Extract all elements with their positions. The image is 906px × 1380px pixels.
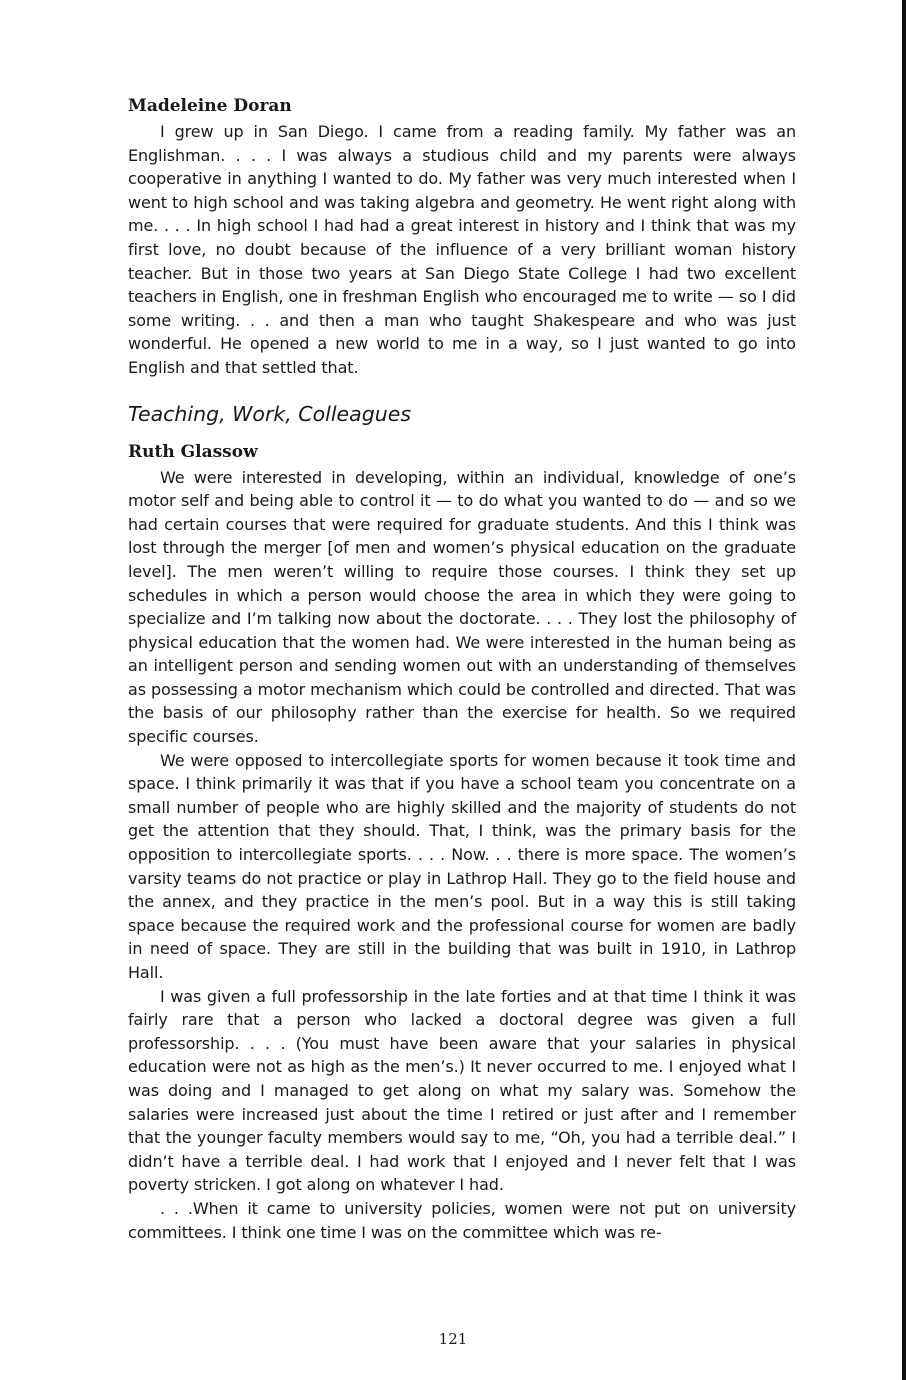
page-number: 121 [438, 1330, 468, 1348]
speaker-name-doran: Madeleine Doran [128, 96, 292, 116]
body-paragraph: . . .When it came to university policies, women were not put on university committees. I think one time I was on the committee which was re- [128, 1198, 796, 1242]
section-heading: Teaching, Work, Colleagues [128, 401, 412, 426]
page-body [128, 94, 796, 1244]
body-paragraph: I grew up in San Diego. I came from a reading family. My father was an Englishman. . . . I was always a studious child and my parents were always cooperative in anything I wanted to do. My father was very much interested when I went to high school and was taking algebra and geometry. He went right along with me. . . . In high school I had had a great interest in history and I think that was my first love, no doubt because of the influence of a very brilliant woman history teacher. But in those two years at San Diego State College I had two excellent teachers in English, one in freshman English who encouraged me to write — so I did some writing. . . and then a man who taught Shakespeare and who was just wonderful. He opened a new world to me in a way, so I just wanted to go into English and that settled that. [128, 122, 796, 377]
body-paragraph: We were interested in developing, within an individual, knowledge of one’s motor self and being able to control it — to do what you wanted to do — and so we had certain courses that were required for graduate students. And this I think was lost through the merger [of men and women’s physical education on the graduate level]. The men weren’t willing to require those courses. I think they set up schedules in which a person would choose the area in which they were going to specialize and I’m talking now about the doctorate. . . . They lost the philosophy of physical education that the women had. We were interested in the human being as an intelligent person and sending women out with an understanding of themselves as possessing a motor mechanism which could be controlled and directed. That was the basis of our philosophy rather than the exercise for health. So we required specific courses. [128, 467, 796, 747]
page-edge-border [902, 0, 906, 1380]
body-paragraph: We were opposed to intercollegiate sports for women because it took time and space. I think primarily it was that if you have a school team you concentrate on a small number of people who are highly skilled and the majority of students do not get the attention that they should. That, I think, was the primary basis for the opposition to intercollegiate sports. . . . Now. . . there is more space. The women’s varsity teams do not practice or play in Lathrop Hall. They go to the field house and the annex, and they practice in the men’s pool. But in a way this is still taking space because the required work and the professional course for women are badly in need of space. They are still in the building that was built in 1910, in Lathrop Hall. [128, 750, 796, 982]
speaker-name-glassow: Ruth Glassow [128, 441, 258, 462]
body-paragraph: I was given a full professorship in the late forties and at that time I think it was fairly rare that a person who lacked a doctoral degree was given a full professorship. . . . (You must have been aware that your salaries in physical education were not as high as the men’s.) It never occurred to me. I enjoyed what I was doing and I managed to get along on what my salary was. Somehow the salaries were increased just about the time I retired or just after and I remember that the younger faculty members would say to me, “Oh, you had a terrible deal.” I didn’t have a terrible deal. I had work that I enjoyed and I never felt that I was poverty stricken. I got along on whatever I had. [128, 986, 796, 1195]
